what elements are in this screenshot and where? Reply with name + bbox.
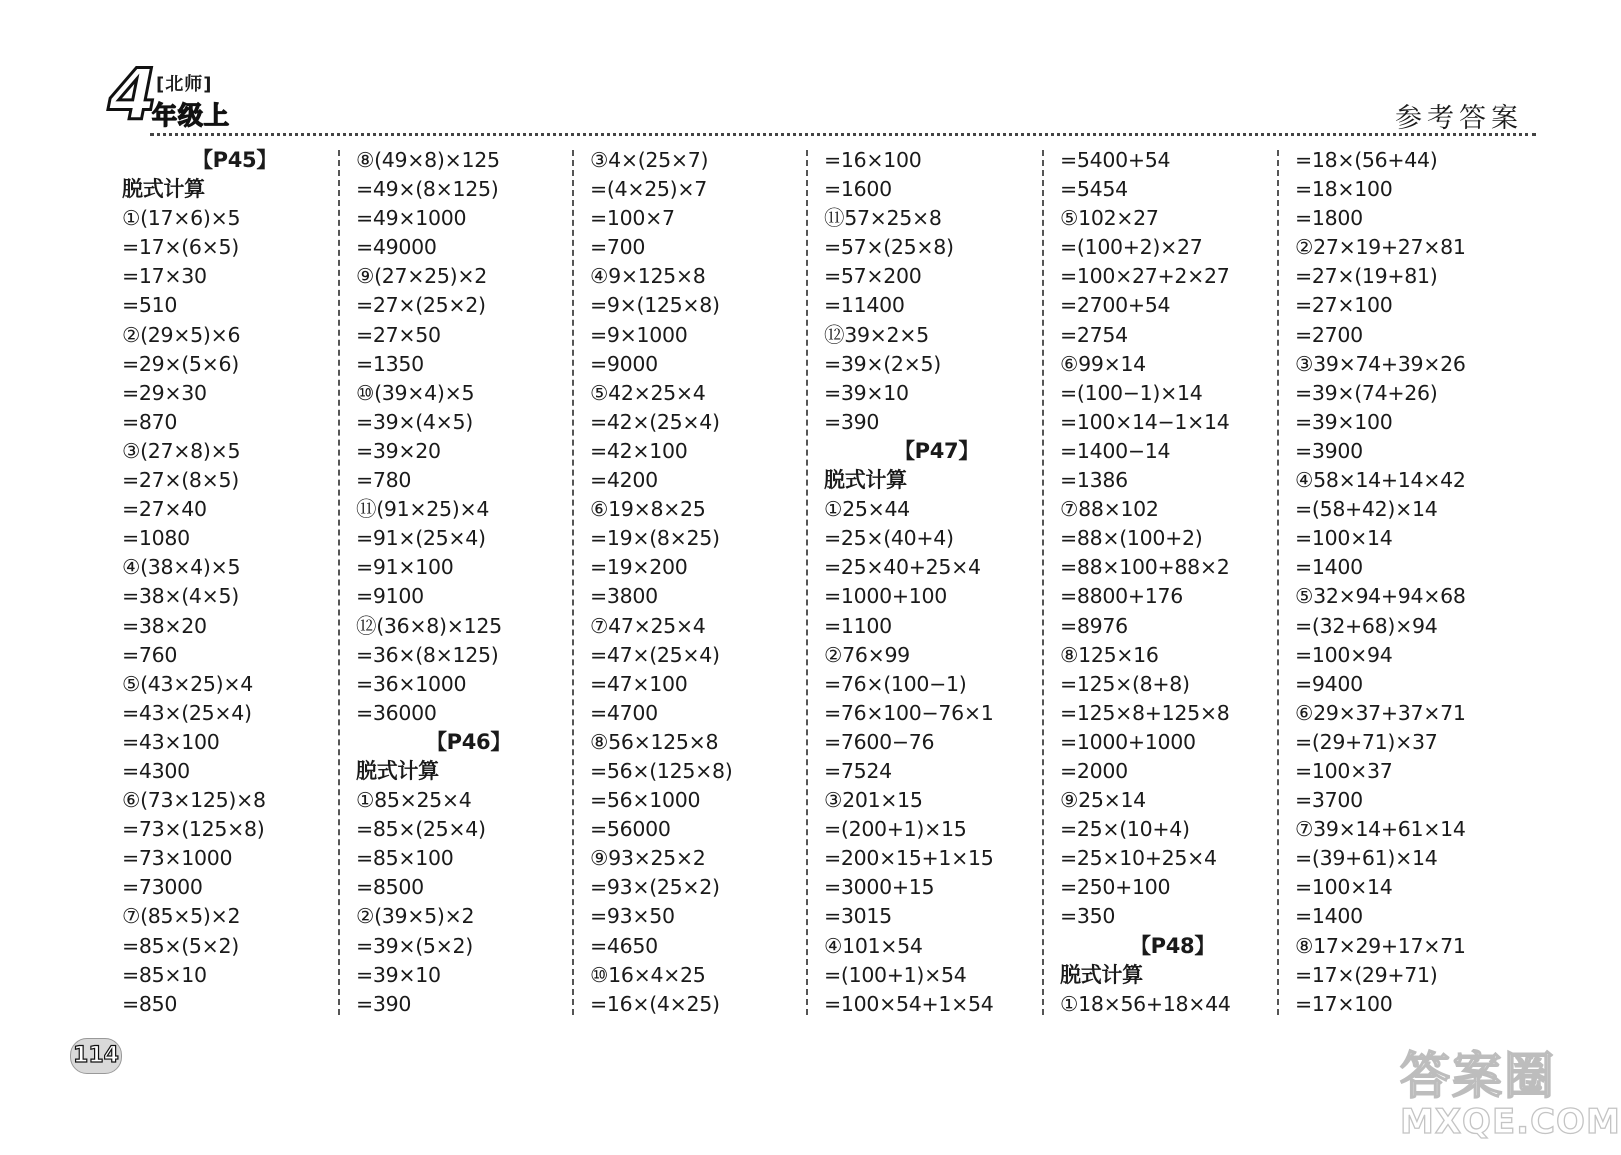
section-heading: 【P47】	[893, 438, 980, 463]
calc-line: ⑤(43×25)×4	[122, 671, 253, 696]
calc-line: =88×100+88×2	[1060, 555, 1230, 580]
calc-line: =18×100	[1295, 177, 1393, 202]
calc-line: =(200+1)×15	[824, 817, 967, 842]
calc-line: =42×(25×4)	[590, 409, 720, 434]
calc-line: =9×(125×8)	[590, 293, 720, 318]
calc-line: =1400−14	[1060, 438, 1171, 463]
calc-line: =43×100	[122, 729, 220, 754]
answer-column	[824, 146, 1049, 1019]
calc-line: =29×30	[122, 380, 207, 405]
calc-line: ⑫39×2×5	[824, 322, 929, 347]
calc-line: =5454	[1060, 177, 1128, 202]
calc-line: =100×14	[1295, 526, 1393, 551]
calc-line: =39×(5×2)	[356, 933, 473, 958]
calc-line: =85×(5×2)	[122, 933, 239, 958]
calc-line: =100×7	[590, 206, 675, 231]
calc-line: =100×14−1×14	[1060, 409, 1230, 434]
calc-line: ⑨25×14	[1060, 788, 1146, 813]
calc-line: =27×(19+81)	[1295, 264, 1438, 289]
calc-line: =3800	[590, 584, 658, 609]
calc-line: =39×(2×5)	[824, 351, 941, 376]
calc-line: ②27×19+27×81	[1295, 235, 1466, 260]
calc-line: =2000	[1060, 758, 1128, 783]
calc-line: ⑪57×25×8	[824, 206, 942, 231]
calc-line: =39×(74+26)	[1295, 380, 1438, 405]
calc-line: =88×(100+2)	[1060, 526, 1203, 551]
calc-line: =25×10+25×4	[1060, 846, 1217, 871]
calc-line: =390	[356, 991, 412, 1016]
calc-line: ③4×(25×7)	[590, 148, 709, 172]
calc-line: =350	[1060, 904, 1116, 929]
calc-line: ⑥19×8×25	[590, 497, 706, 522]
calc-line: =(100−1)×14	[1060, 380, 1203, 405]
calc-line: ④101×54	[824, 933, 923, 958]
calc-line: =29×(5×6)	[122, 351, 239, 376]
watermark-logo	[1380, 1030, 1621, 1142]
calc-line: =1386	[1060, 468, 1128, 493]
section-subheading: 脱式计算	[1060, 962, 1143, 987]
calc-line: =760	[122, 642, 178, 667]
calc-line: =85×(25×4)	[356, 817, 486, 842]
calc-line: =870	[122, 409, 178, 434]
calc-line: =36×1000	[356, 671, 467, 696]
calc-line: =56000	[590, 817, 671, 842]
calc-line: =38×20	[122, 613, 207, 638]
calc-line: =9000	[590, 351, 658, 376]
calc-line: =100×27+2×27	[1060, 264, 1230, 289]
calc-line: ③39×74+39×26	[1295, 351, 1466, 376]
calc-line: =39×20	[356, 438, 441, 463]
watermark-text: 答案圈	[1400, 1047, 1556, 1105]
column-divider	[1042, 150, 1044, 1015]
answer-column	[122, 146, 347, 1019]
calc-line: =38×(4×5)	[122, 584, 239, 609]
calc-line: =49×1000	[356, 206, 467, 231]
calc-line: ⑨93×25×2	[590, 846, 706, 871]
calc-line: ⑩(39×4)×5	[356, 380, 475, 405]
calc-line: =390	[824, 409, 880, 434]
calc-line: =36×(8×125)	[356, 642, 499, 667]
calc-line: =780	[356, 468, 412, 493]
calc-line: =4200	[590, 468, 658, 493]
calc-line: =3000+15	[824, 875, 935, 900]
section-subheading: 脱式计算	[122, 177, 205, 202]
watermark-url: MXQE.COM	[1400, 1102, 1621, 1142]
calc-line: =1350	[356, 351, 424, 376]
calc-line: ①25×44	[824, 497, 910, 522]
calc-line: =56×(125×8)	[590, 758, 733, 783]
section-subheading: 脱式计算	[824, 468, 907, 493]
calc-line: =8800+176	[1060, 584, 1183, 609]
calc-line: =7600−76	[824, 729, 935, 754]
calc-line: ⑥99×14	[1060, 351, 1146, 376]
calc-line: =850	[122, 991, 178, 1016]
calc-line: =17×(6×5)	[122, 235, 239, 260]
calc-line: =42×100	[590, 438, 688, 463]
calc-line: =39×10	[356, 962, 441, 987]
calc-line: =73×1000	[122, 846, 233, 871]
grade-logo	[108, 54, 248, 136]
calc-line: =4700	[590, 700, 658, 725]
calc-line: =1400	[1295, 904, 1363, 929]
calc-line: =9×1000	[590, 322, 688, 347]
section-heading: 【P46】	[425, 729, 512, 754]
calc-line: ④58×14+14×42	[1295, 468, 1466, 493]
answer-column	[1295, 146, 1520, 1019]
calc-line: ①(17×6)×5	[122, 206, 241, 231]
calc-line: =510	[122, 293, 178, 318]
section-heading: 【P45】	[191, 148, 278, 172]
calc-line: =2754	[1060, 322, 1128, 347]
calc-line: =39×10	[824, 380, 909, 405]
calc-line: =91×100	[356, 555, 454, 580]
column-divider	[572, 150, 574, 1015]
calc-line: =11400	[824, 293, 905, 318]
calc-line: =5400+54	[1060, 148, 1171, 172]
calc-line: =73000	[122, 875, 203, 900]
grade-label: 年级上	[152, 101, 231, 130]
calc-line: =(29+71)×37	[1295, 729, 1438, 754]
calc-line: =1100	[824, 613, 892, 638]
calc-line: =76×(100−1)	[824, 671, 967, 696]
calc-line: ⑥29×37+37×71	[1295, 700, 1466, 725]
calc-line: ⑦47×25×4	[590, 613, 706, 638]
calc-line: =8500	[356, 875, 424, 900]
calc-line: =100×37	[1295, 758, 1393, 783]
calc-line: ⑦39×14+61×14	[1295, 817, 1466, 842]
calc-line: =1600	[824, 177, 892, 202]
calc-line: ⑧(49×8)×125	[356, 148, 500, 172]
calc-line: =(32+68)×94	[1295, 613, 1438, 638]
calc-line: =49×(8×125)	[356, 177, 499, 202]
calc-line: ⑥(73×125)×8	[122, 788, 266, 813]
calc-line: =18×(56+44)	[1295, 148, 1438, 172]
calc-line: ⑤102×27	[1060, 206, 1159, 231]
calc-line: =49000	[356, 235, 437, 260]
calc-line: =100×14	[1295, 875, 1393, 900]
calc-line: =91×(25×4)	[356, 526, 486, 551]
calc-line: ②(39×5)×2	[356, 904, 475, 929]
calc-line: =1000+1000	[1060, 729, 1196, 754]
calc-line: =27×40	[122, 497, 207, 522]
calc-line: =93×(25×2)	[590, 875, 720, 900]
calc-line: =(39+61)×14	[1295, 846, 1438, 871]
calc-line: =(58+42)×14	[1295, 497, 1438, 522]
calc-line: =16×100	[824, 148, 922, 172]
answer-column	[356, 146, 581, 1019]
calc-line: =85×10	[122, 962, 207, 987]
calc-line: =4300	[122, 758, 190, 783]
calc-line: ⑤42×25×4	[590, 380, 706, 405]
calc-line: =43×(25×4)	[122, 700, 252, 725]
calc-line: =4650	[590, 933, 658, 958]
calc-line: =3900	[1295, 438, 1363, 463]
calc-line: =1800	[1295, 206, 1363, 231]
calc-line: ②76×99	[824, 642, 910, 667]
calc-line: =200×15+1×15	[824, 846, 994, 871]
calc-line: =27×(25×2)	[356, 293, 486, 318]
calc-line: ⑧125×16	[1060, 642, 1159, 667]
calc-line: ⑧17×29+17×71	[1295, 933, 1466, 958]
calc-line: =2700	[1295, 322, 1363, 347]
page-number: 114	[70, 1038, 122, 1074]
column-divider	[1277, 150, 1279, 1015]
answer-column	[1060, 146, 1285, 1019]
calc-line: =17×100	[1295, 991, 1393, 1016]
calc-line: =(100+1)×54	[824, 962, 967, 987]
calc-line: ④(38×4)×5	[122, 555, 241, 580]
calc-line: ⑦(85×5)×2	[122, 904, 241, 929]
calc-line: =85×100	[356, 846, 454, 871]
calc-line: ⑤32×94+94×68	[1295, 584, 1466, 609]
calc-line: =76×100−76×1	[824, 700, 994, 725]
calc-line: =125×8+125×8	[1060, 700, 1230, 725]
calc-line: =25×(40+4)	[824, 526, 954, 551]
calc-line: =2700+54	[1060, 293, 1171, 318]
calc-line: =125×(8+8)	[1060, 671, 1190, 696]
calc-line: =25×40+25×4	[824, 555, 981, 580]
calc-line: =17×30	[122, 264, 207, 289]
calc-line: =7524	[824, 758, 892, 783]
calc-line: =56×1000	[590, 788, 701, 813]
calc-line: =16×(4×25)	[590, 991, 720, 1016]
calc-line: =27×(8×5)	[122, 468, 239, 493]
calc-line: =25×(10+4)	[1060, 817, 1190, 842]
calc-line: =100×54+1×54	[824, 991, 994, 1016]
calc-line: =93×50	[590, 904, 675, 929]
calc-line: ③(27×8)×5	[122, 438, 241, 463]
calc-line: ④9×125×8	[590, 264, 706, 289]
calc-line: =73×(125×8)	[122, 817, 265, 842]
calc-line: =1000+100	[824, 584, 947, 609]
grade-number: 4	[108, 54, 155, 136]
calc-line: ①85×25×4	[356, 788, 472, 813]
calc-line: =57×200	[824, 264, 922, 289]
calc-line: =47×(25×4)	[590, 642, 720, 667]
calc-line: =57×(25×8)	[824, 235, 954, 260]
calc-line: ⑩16×4×25	[590, 962, 706, 987]
page-title: 参考答案	[1395, 103, 1523, 134]
calc-line: ⑦88×102	[1060, 497, 1159, 522]
calc-line: =3700	[1295, 788, 1363, 813]
column-divider	[338, 150, 340, 1015]
calc-line: ⑪(91×25)×4	[356, 497, 490, 522]
column-divider	[806, 150, 808, 1015]
calc-line: =36000	[356, 700, 437, 725]
calc-line: =1080	[122, 526, 190, 551]
calc-line: =19×200	[590, 555, 688, 580]
calc-line: =39×100	[1295, 409, 1393, 434]
calc-line: ②(29×5)×6	[122, 322, 241, 347]
calc-line: =(4×25)×7	[590, 177, 707, 202]
calc-line: ⑨(27×25)×2	[356, 264, 487, 289]
calc-line: =9100	[356, 584, 424, 609]
calc-line: ①18×56+18×44	[1060, 991, 1231, 1016]
calc-line: =19×(8×25)	[590, 526, 720, 551]
section-subheading: 脱式计算	[356, 758, 439, 783]
calc-line: =17×(29+71)	[1295, 962, 1438, 987]
calc-line: ③201×15	[824, 788, 923, 813]
edition-label: [北师]	[156, 74, 213, 95]
calc-line: =8976	[1060, 613, 1128, 638]
calc-line: =27×50	[356, 322, 441, 347]
calc-line: =250+100	[1060, 875, 1171, 900]
calc-line: =27×100	[1295, 293, 1393, 318]
header-divider	[150, 133, 1536, 136]
calc-line: ⑫(36×8)×125	[356, 613, 502, 638]
calc-line: ⑧56×125×8	[590, 729, 719, 754]
calc-line: =39×(4×5)	[356, 409, 473, 434]
calc-line: =9400	[1295, 671, 1363, 696]
calc-line: =3015	[824, 904, 892, 929]
calc-line: =1400	[1295, 555, 1363, 580]
section-heading: 【P48】	[1129, 933, 1216, 958]
answer-column	[590, 146, 815, 1019]
calc-line: =100×94	[1295, 642, 1393, 667]
calc-line: =47×100	[590, 671, 688, 696]
calc-line: =700	[590, 235, 646, 260]
calc-line: =(100+2)×27	[1060, 235, 1203, 260]
